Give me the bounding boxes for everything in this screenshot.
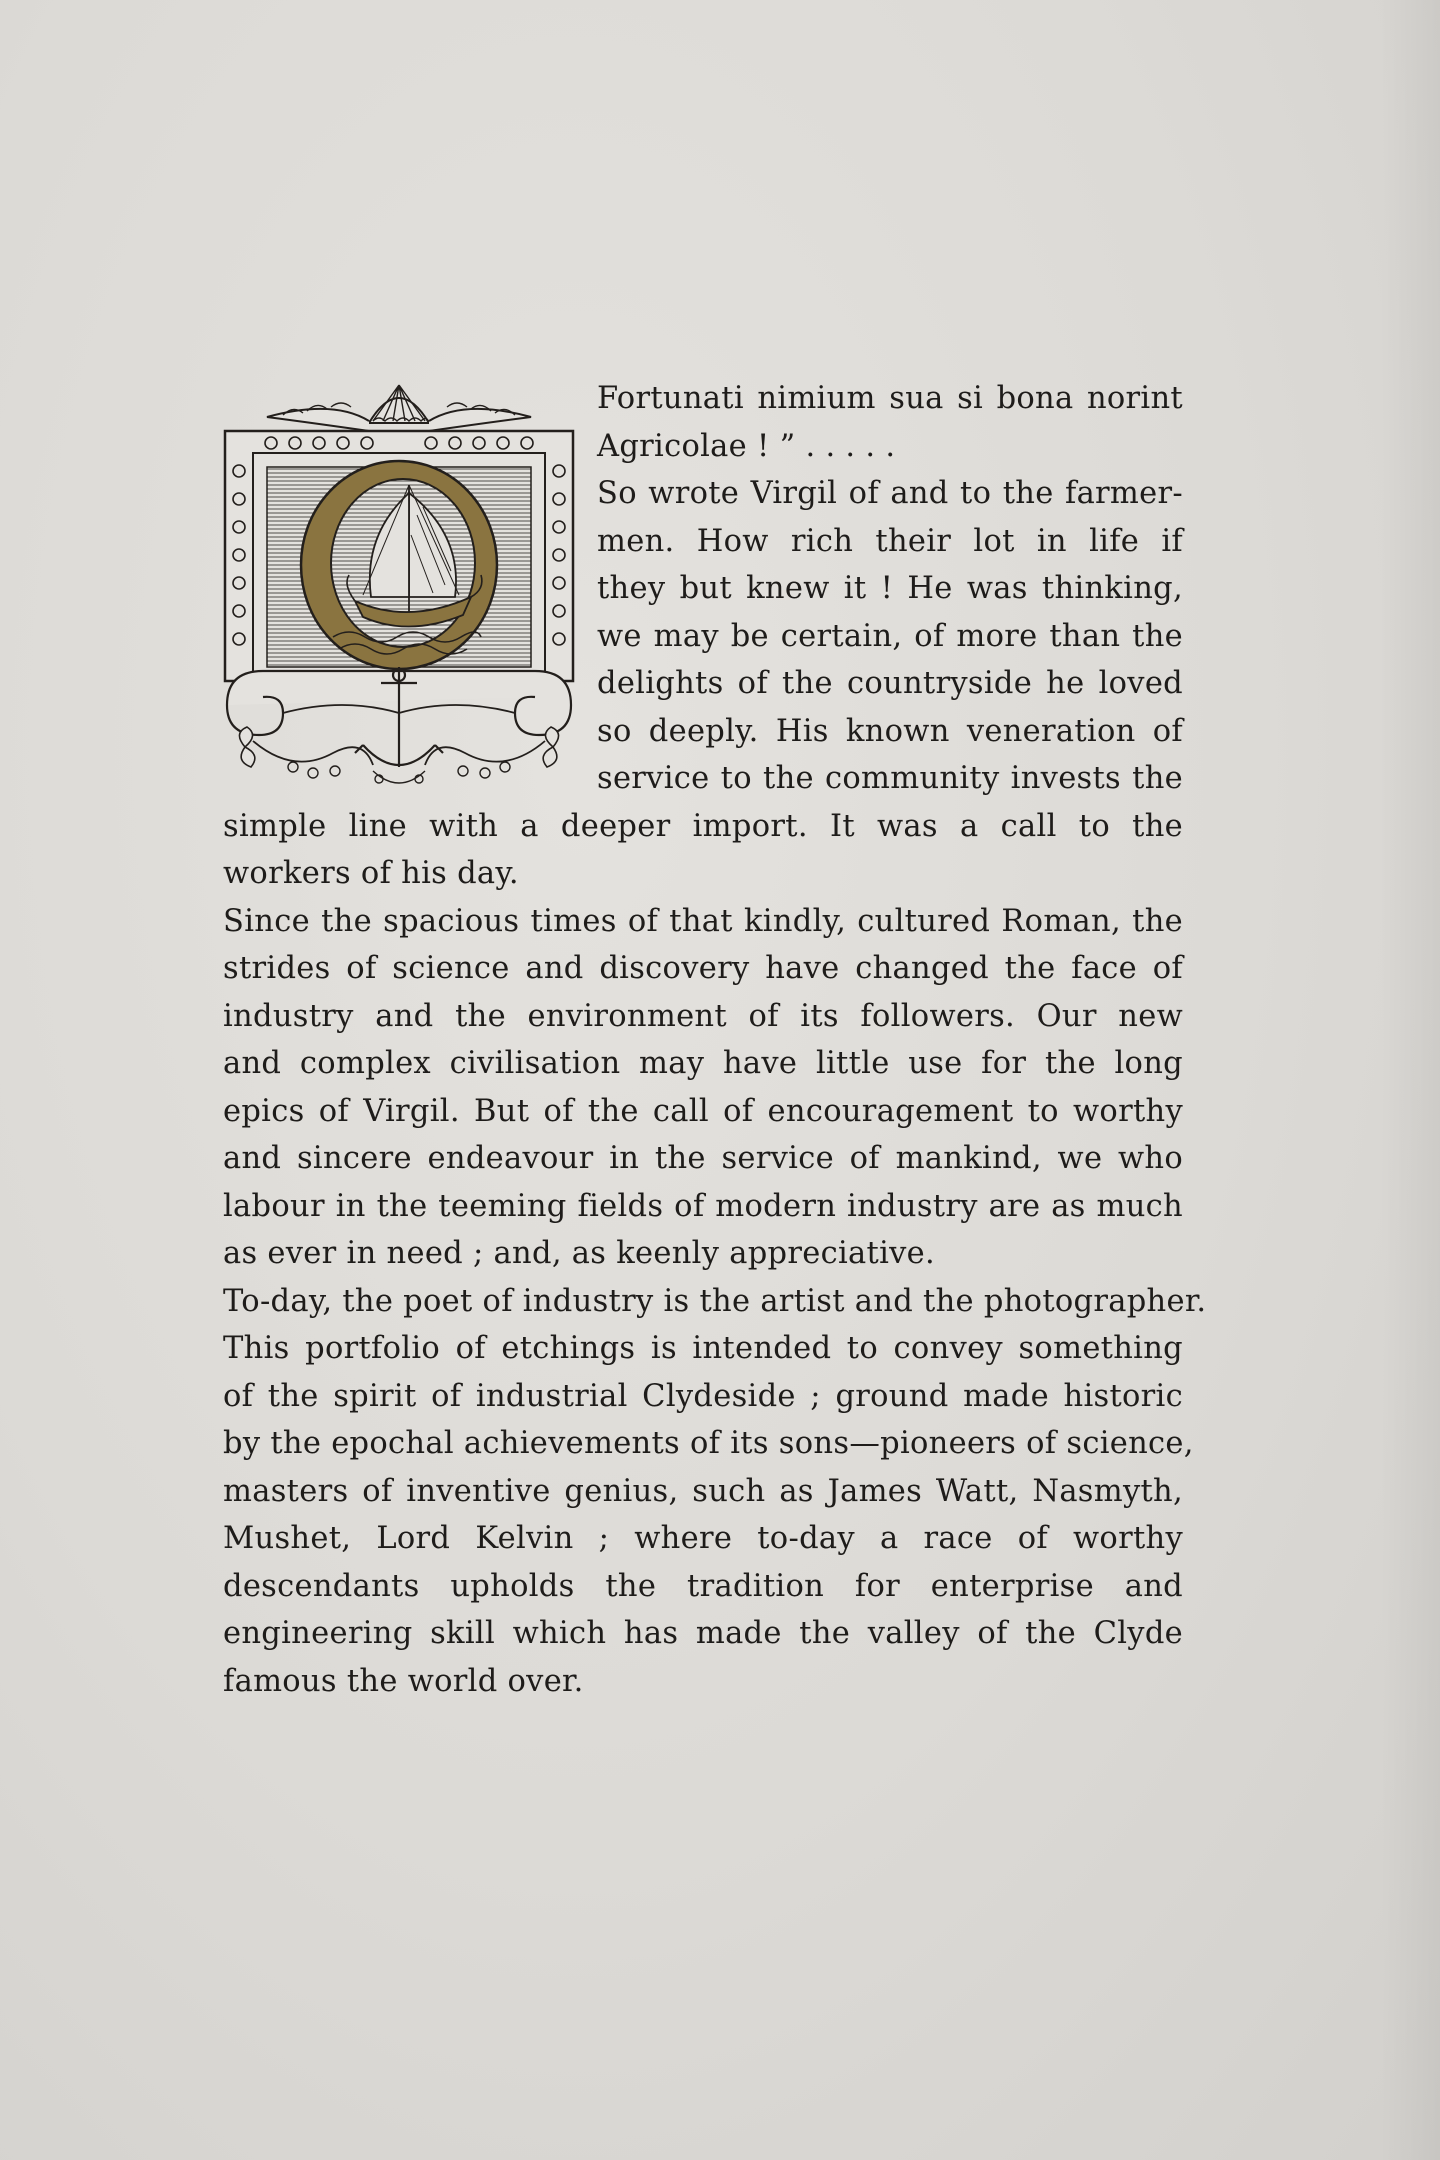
opening-line: men. How rich their lot in life if bbox=[597, 523, 1183, 559]
paragraph3-line: famous the world over. bbox=[223, 1663, 584, 1699]
paragraph3-line: Mushet, Lord Kelvin ; where to-day a race of worthy bbox=[223, 1521, 1183, 1556]
decorated-initial-o bbox=[223, 375, 575, 797]
opening-line: we may be certain, of more than the bbox=[597, 618, 1183, 654]
opening-line: they but knew it ! He was thinking, bbox=[597, 571, 1183, 606]
paragraph3-line: by the epochal achievements of its sons—pioneers of science, bbox=[223, 1426, 1194, 1461]
paragraph3-line: This portfolio of etchings is intended to convey something bbox=[223, 1331, 1183, 1366]
paragraph2-line: and sincere endeavour in the service of mankind, we who bbox=[223, 1141, 1183, 1176]
opening-line: service to the community invests the bbox=[597, 761, 1183, 796]
opening-line: Agricolae ! ” . . . . . bbox=[597, 428, 896, 464]
opening-line: Fortunati nimium sua si bona norint bbox=[597, 381, 1183, 416]
paragraph3-line: To-day, the poet of industry is the artist and the photographer. bbox=[223, 1283, 1207, 1319]
paragraph2-line: strides of science and discovery have changed the face of bbox=[223, 951, 1183, 986]
paragraph1-line: simple line with a deeper import. It was a call to the bbox=[223, 808, 1183, 844]
opening-line: So wrote Virgil of and to the farmer- bbox=[597, 476, 1183, 511]
opening-line: so deeply. His known veneration of bbox=[597, 713, 1183, 749]
paragraph2-line: industry and the environment of its followers. Our new bbox=[223, 998, 1183, 1034]
paragraph2-line: Since the spacious times of that kindly, cultured Roman, the bbox=[223, 903, 1183, 939]
paragraph1-line: workers of his day. bbox=[223, 856, 519, 891]
text-block bbox=[223, 375, 1207, 1705]
paragraph2-line: epics of Virgil. But of the call of encouragement to worthy bbox=[223, 1093, 1183, 1129]
paragraph3-line: engineering skill which has made the valley of the Clyde bbox=[223, 1616, 1183, 1651]
paragraph2-line: as ever in need ; and, as keenly appreciative. bbox=[223, 1236, 936, 1271]
paragraph3-line: masters of inventive genius, such as James Watt, Nasmyth, bbox=[223, 1473, 1183, 1509]
paragraph3-line: descendants upholds the tradition for enterprise and bbox=[223, 1568, 1183, 1604]
opening-line: delights of the countryside he loved bbox=[597, 666, 1183, 701]
paragraph3-line: of the spirit of industrial Clydeside ; ground made historic bbox=[223, 1378, 1183, 1414]
ship-ornament-icon bbox=[223, 375, 575, 797]
paragraph2-line: labour in the teeming fields of modern industry are as much bbox=[223, 1188, 1183, 1224]
paragraph2-line: and complex civilisation may have little use for the long bbox=[223, 1046, 1183, 1081]
